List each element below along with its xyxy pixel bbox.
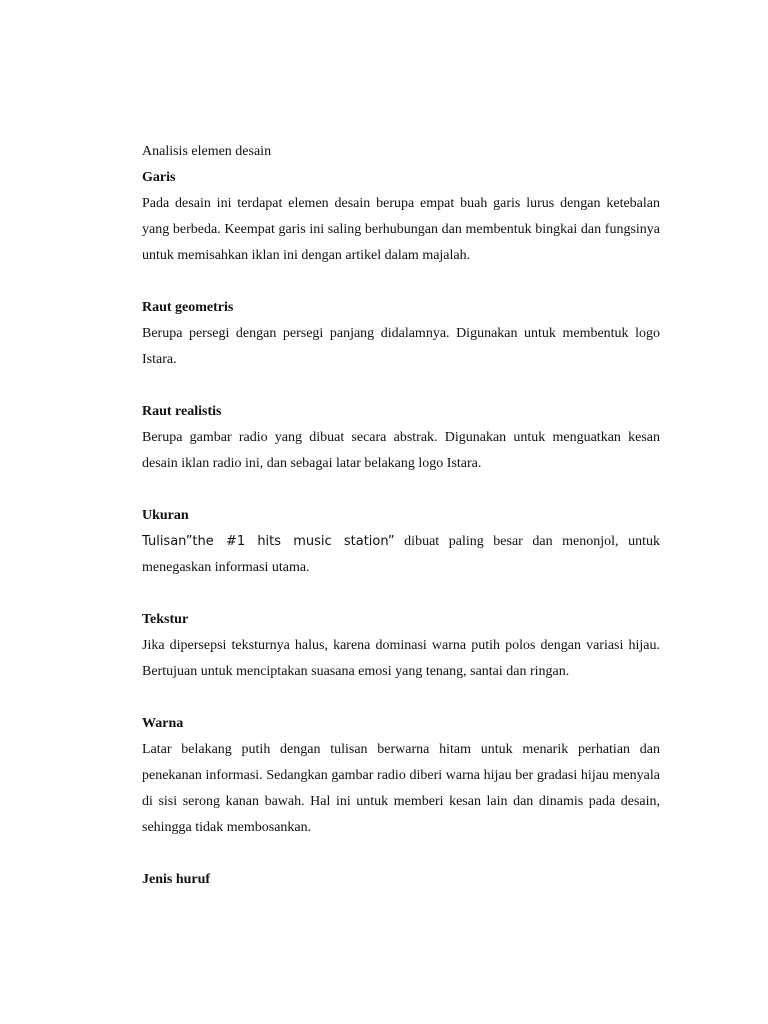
section-heading: Tekstur bbox=[142, 612, 189, 627]
paragraph-text: dibuat paling besar dan menonjol, untuk menegaskan informasi utama. bbox=[142, 534, 660, 575]
document-page bbox=[142, 139, 660, 919]
document-title: Analisis elemen desain bbox=[142, 144, 272, 159]
section-heading: Warna bbox=[142, 716, 184, 731]
section-paragraph: Latar belakang putih dengan tulisan berwarna hitam untuk menarik perhatian dan penekanan informasi. Sedangkan gambar radio diberi warna hijau ber gradasi hijau menyala di sisi serong kanan bawah. Hal ini untuk memberi kesan lain dan dinamis pada desain, sehingga tidak membosankan. bbox=[142, 742, 660, 835]
section-ukuran bbox=[142, 503, 660, 581]
section-heading: Raut geometris bbox=[142, 300, 234, 315]
section-paragraph: Jika dipersepsi teksturnya halus, karena dominasi warna putih polos dengan variasi hijau. Bertujuan untuk menciptakan suasana emosi yang tenang, santai dan ringan. bbox=[142, 638, 660, 679]
section-raut-geometris bbox=[142, 295, 660, 373]
section-paragraph: Pada desain ini terdapat elemen desain berupa empat buah garis lurus dengan ketebalan yang berbeda. Keempat garis ini saling berhubungan dan membentuk bingkai dan fungsinya untuk memisahkan iklan ini dengan artikel dalam majalah. bbox=[142, 196, 660, 263]
section-paragraph: Berupa persegi dengan persegi panjang didalamnya. Digunakan untuk membentuk logo Istara. bbox=[142, 326, 660, 367]
section-warna bbox=[142, 711, 660, 841]
section-heading: Jenis huruf bbox=[142, 872, 211, 887]
section-tekstur bbox=[142, 607, 660, 685]
section-paragraph bbox=[142, 529, 660, 581]
section-heading: Ukuran bbox=[142, 508, 189, 523]
section-garis bbox=[142, 165, 660, 269]
section-heading: Raut realistis bbox=[142, 404, 222, 419]
section-heading: Garis bbox=[142, 170, 176, 185]
section-raut-realistis bbox=[142, 399, 660, 477]
section-paragraph: Berupa gambar radio yang dibuat secara abstrak. Digunakan untuk menguatkan kesan desain iklan radio ini, dan sebagai latar belakang logo Istara. bbox=[142, 430, 660, 471]
quoted-slogan: Tulisan”the #1 hits music station” bbox=[142, 534, 395, 549]
section-jenis-huruf bbox=[142, 867, 660, 893]
